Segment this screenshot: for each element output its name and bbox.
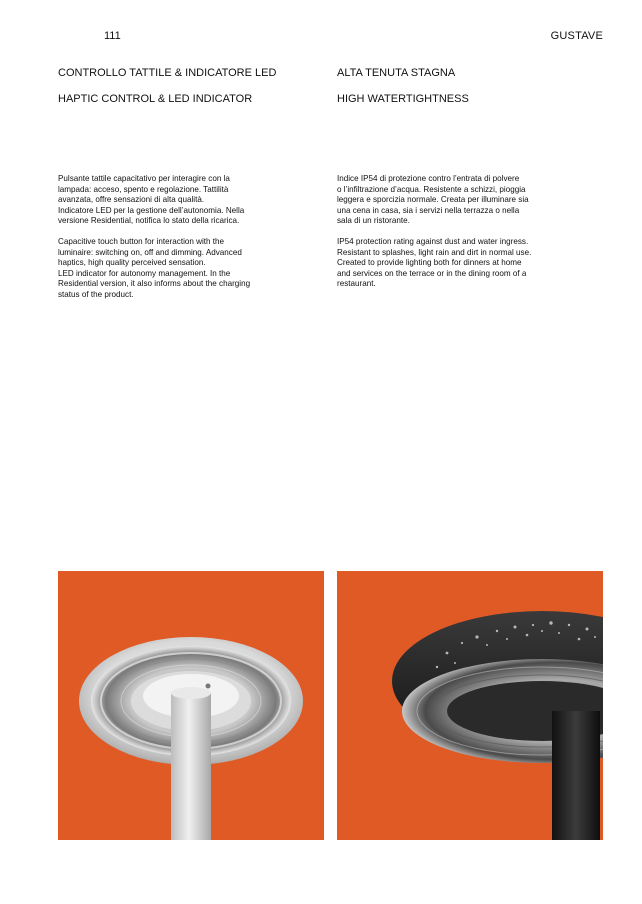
right-body-text bbox=[337, 174, 577, 290]
page-number: 111 bbox=[104, 30, 121, 42]
left-title-italian: CONTROLLO TATTILE & INDICATORE LED bbox=[58, 67, 277, 79]
left-paragraph-english: Capacitive touch button for interaction with the luminaire: switching on, off and dimming. Advanced haptics, high quality perceived sensation. LED indicator for autonomy management. In the Residential version, it also informs about the charging status of the product. bbox=[58, 237, 251, 299]
right-paragraph-italian: Indice IP54 di protezione contro l’entrata di polvere o l’infiltrazione d’acqua. Resistente a schizzi, pioggia leggera e sporcizia normale. Creata per illuminare sia una cena in casa, sia i servizi nella terrazza o nella sala di un ristorante. bbox=[337, 174, 529, 225]
right-paragraph-english: IP54 protection rating against dust and water ingress. Resistant to splashes, light rain and dirt in normal use. Created to provide lighting both for dinners at home and services on the terrace or in the dining room of a restaurant. bbox=[337, 237, 532, 288]
left-paragraph-italian: Pulsante tattile capacitativo per interagire con la lampada: acceso, spento e regolazione. Tattilità avanzata, offre sensazioni di alta qualità. Indicatore LED per la gestione dell’autonomia. Nella versione Residential, notifica lo stato della ricarica. bbox=[58, 174, 245, 225]
right-title-italian: ALTA TENUTA STAGNA bbox=[337, 67, 456, 79]
right-column-titles bbox=[337, 66, 572, 106]
black-lamp-photo bbox=[337, 571, 603, 840]
right-title-english: HIGH WATERTIGHTNESS bbox=[337, 93, 469, 105]
white-lamp-photo bbox=[58, 571, 324, 840]
left-column-titles bbox=[58, 66, 308, 106]
brand-name: GUSTAVE bbox=[550, 30, 603, 42]
black-lamp-head-photo-icon bbox=[337, 571, 603, 840]
left-body-text bbox=[58, 174, 308, 300]
left-title-english: HAPTIC CONTROL & LED INDICATOR bbox=[58, 93, 253, 105]
white-lamp-head-photo-icon bbox=[58, 571, 324, 840]
